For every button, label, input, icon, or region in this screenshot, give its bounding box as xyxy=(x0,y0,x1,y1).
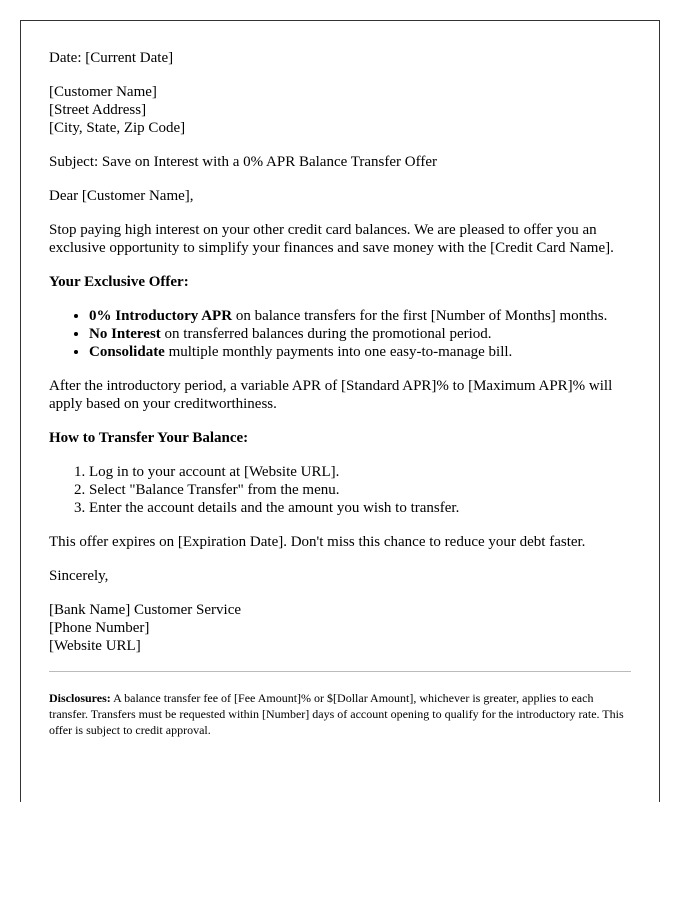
offer-list xyxy=(49,307,631,361)
transfer-step: 3. Enter the account details and the amount you wish to transfer. xyxy=(89,499,631,517)
transfer-step: 2. Select "Balance Transfer" from the menu. xyxy=(89,481,631,499)
letter-subject: Subject: Save on Interest with a 0% APR Balance Transfer Offer xyxy=(49,154,437,170)
sender-name: [Bank Name] Customer Service xyxy=(49,602,242,618)
offer-item-text: on balance transfers for the first [Number of Months] months. xyxy=(232,308,608,324)
offer-heading: Your Exclusive Offer: xyxy=(49,274,189,290)
after-period-text: After the introductory period, a variable APR of [Standard APR]% to [Maximum APR]% will apply based on your creditworthiness. xyxy=(49,378,613,412)
recipient-address xyxy=(49,83,631,137)
recipient-city: [City, State, Zip Code] xyxy=(49,120,186,136)
letter-date: Date: [Current Date] xyxy=(49,50,174,66)
closing: Sincerely, xyxy=(49,568,109,584)
offer-item-bold: Consolidate xyxy=(89,344,165,360)
sender-website: [Website URL] xyxy=(49,638,141,654)
letter-intro: Stop paying high interest on your other credit card balances. We are pleased to offer you an exclusive opportunity to simplify your finances and save money with the [Credit Card Name]. xyxy=(49,222,614,256)
letter-salutation: Dear [Customer Name], xyxy=(49,188,194,204)
offer-item xyxy=(89,307,631,325)
divider xyxy=(49,671,631,672)
signature-block xyxy=(49,601,631,655)
disclosures xyxy=(49,690,631,738)
disclosures-label: Disclosures: xyxy=(49,691,111,705)
transfer-steps xyxy=(49,463,631,517)
offer-item xyxy=(89,343,631,361)
offer-item-text: on transferred balances during the promotional period. xyxy=(160,326,492,342)
offer-item xyxy=(89,325,631,343)
offer-item-bold: 0% Introductory APR xyxy=(89,308,233,324)
offer-item-text: multiple monthly payments into one easy-to-manage bill. xyxy=(164,344,513,360)
expiration-text: This offer expires on [Expiration Date]. Don't miss this chance to reduce your debt faster. xyxy=(49,534,586,550)
recipient-street: [Street Address] xyxy=(49,102,147,118)
recipient-name: [Customer Name] xyxy=(49,84,157,100)
letter-document xyxy=(20,20,660,802)
disclosures-text: A balance transfer fee of [Fee Amount]% or $[Dollar Amount], whichever is greater, applies to each transfer. Transfers must be requested within [Number] days of account opening to qualify for the introductory rate. This offer is subject to credit approval. xyxy=(49,691,624,737)
sender-phone: [Phone Number] xyxy=(49,620,150,636)
transfer-heading: How to Transfer Your Balance: xyxy=(49,430,249,446)
offer-item-bold: No Interest xyxy=(89,326,161,342)
transfer-step: 1. Log in to your account at [Website URL]. xyxy=(89,463,631,481)
